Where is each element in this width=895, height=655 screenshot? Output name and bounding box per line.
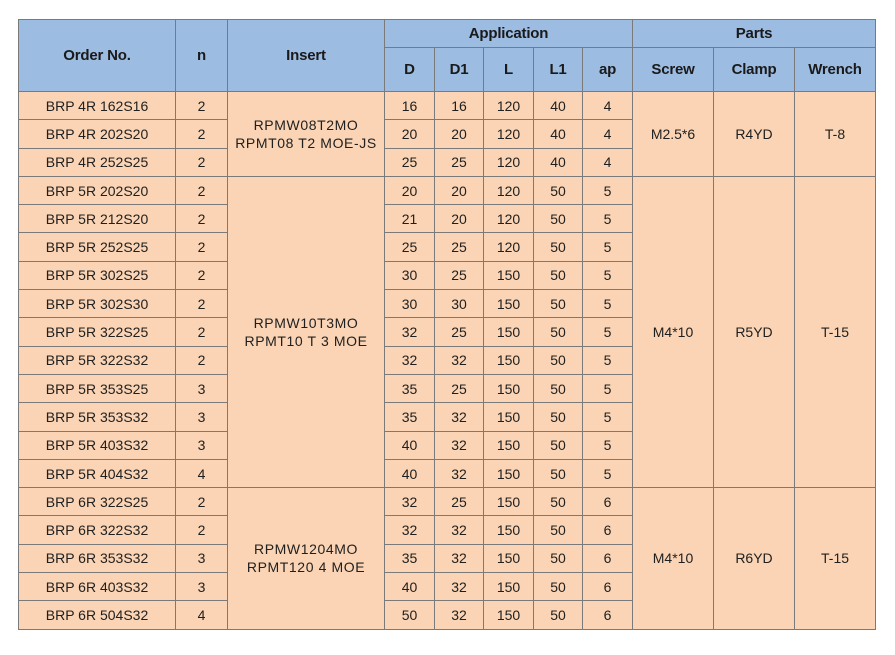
d-cell: 30 <box>385 290 435 318</box>
ap-cell: 5 <box>583 233 633 261</box>
insert-code: RPMT08 T2 MOE-JS <box>235 134 377 151</box>
order-no-cell: BRP 5R 252S25 <box>19 233 176 261</box>
d-cell: 20 <box>385 176 435 204</box>
d-cell: 35 <box>385 544 435 572</box>
clamp-cell: R5YD <box>714 176 795 487</box>
order-no-cell: BRP 6R 353S32 <box>19 544 176 572</box>
l-cell: 120 <box>484 148 534 176</box>
d1-cell: 32 <box>435 346 484 374</box>
l1-cell: 50 <box>534 233 583 261</box>
insert-code: RPMT120 4 MOE <box>246 559 366 576</box>
d1-cell: 32 <box>435 601 484 629</box>
order-no-cell: BRP 6R 403S32 <box>19 573 176 601</box>
l1-cell: 50 <box>534 488 583 516</box>
l-cell: 150 <box>484 544 534 572</box>
l-cell: 150 <box>484 374 534 402</box>
d1-cell: 20 <box>435 205 484 233</box>
ap-cell: 4 <box>583 148 633 176</box>
d1-cell: 20 <box>435 120 484 148</box>
l1-cell: 40 <box>534 120 583 148</box>
l1-cell: 50 <box>534 176 583 204</box>
screw-cell: M2.5*6 <box>633 92 714 177</box>
col-insert: Insert <box>228 20 385 92</box>
n-cell: 2 <box>176 120 228 148</box>
l-cell: 150 <box>484 290 534 318</box>
d1-cell: 32 <box>435 403 484 431</box>
l1-cell: 50 <box>534 431 583 459</box>
ap-cell: 5 <box>583 176 633 204</box>
l1-cell: 50 <box>534 459 583 487</box>
d1-cell: 20 <box>435 176 484 204</box>
table-body <box>19 92 876 630</box>
order-no-cell: BRP 5R 202S20 <box>19 176 176 204</box>
d-cell: 16 <box>385 92 435 120</box>
l-cell: 120 <box>484 92 534 120</box>
order-no-cell: BRP 5R 403S32 <box>19 431 176 459</box>
clamp-cell: R4YD <box>714 92 795 177</box>
order-no-cell: BRP 4R 252S25 <box>19 148 176 176</box>
ap-cell: 5 <box>583 374 633 402</box>
order-no-cell: BRP 6R 504S32 <box>19 601 176 629</box>
order-no-cell: BRP 5R 322S25 <box>19 318 176 346</box>
d-cell: 32 <box>385 346 435 374</box>
n-cell: 2 <box>176 346 228 374</box>
screw-cell: M4*10 <box>633 176 714 487</box>
d-cell: 25 <box>385 148 435 176</box>
l1-cell: 40 <box>534 92 583 120</box>
n-cell: 2 <box>176 92 228 120</box>
l1-cell: 50 <box>534 261 583 289</box>
d1-cell: 32 <box>435 544 484 572</box>
n-cell: 2 <box>176 205 228 233</box>
insert-code: RPMW10T3MO <box>253 315 359 332</box>
table-row <box>19 176 876 204</box>
order-no-cell: BRP 5R 212S20 <box>19 205 176 233</box>
d1-cell: 32 <box>435 516 484 544</box>
d-cell: 32 <box>385 488 435 516</box>
col-d1: D1 <box>435 48 484 92</box>
d-cell: 35 <box>385 403 435 431</box>
order-no-cell: BRP 4R 202S20 <box>19 120 176 148</box>
n-cell: 3 <box>176 403 228 431</box>
l1-cell: 40 <box>534 148 583 176</box>
table-row <box>19 92 876 120</box>
order-no-cell: BRP 6R 322S32 <box>19 516 176 544</box>
ap-cell: 6 <box>583 516 633 544</box>
order-no-cell: BRP 6R 322S25 <box>19 488 176 516</box>
d1-cell: 25 <box>435 261 484 289</box>
d-cell: 32 <box>385 516 435 544</box>
ap-cell: 4 <box>583 120 633 148</box>
d-cell: 40 <box>385 459 435 487</box>
d1-cell: 25 <box>435 148 484 176</box>
spec-table <box>18 19 876 630</box>
ap-cell: 5 <box>583 431 633 459</box>
l-cell: 150 <box>484 318 534 346</box>
wrench-cell: T-15 <box>795 176 876 487</box>
clamp-cell: R6YD <box>714 488 795 629</box>
d-cell: 30 <box>385 261 435 289</box>
l1-cell: 50 <box>534 205 583 233</box>
table-header <box>19 20 876 92</box>
l1-cell: 50 <box>534 516 583 544</box>
col-n: n <box>176 20 228 92</box>
ap-cell: 6 <box>583 544 633 572</box>
ap-cell: 5 <box>583 403 633 431</box>
order-no-cell: BRP 5R 302S30 <box>19 290 176 318</box>
insert-cell <box>228 176 385 487</box>
insert-cell <box>228 92 385 177</box>
d1-cell: 30 <box>435 290 484 318</box>
ap-cell: 5 <box>583 290 633 318</box>
d-cell: 35 <box>385 374 435 402</box>
ap-cell: 5 <box>583 318 633 346</box>
col-d: D <box>385 48 435 92</box>
insert-cell <box>228 488 385 629</box>
l-cell: 150 <box>484 403 534 431</box>
d-cell: 40 <box>385 573 435 601</box>
n-cell: 4 <box>176 459 228 487</box>
ap-cell: 5 <box>583 205 633 233</box>
l1-cell: 50 <box>534 290 583 318</box>
l-cell: 120 <box>484 205 534 233</box>
col-wrench: Wrench <box>795 48 876 92</box>
d1-cell: 25 <box>435 233 484 261</box>
n-cell: 2 <box>176 516 228 544</box>
l-cell: 150 <box>484 431 534 459</box>
l-cell: 150 <box>484 346 534 374</box>
d-cell: 21 <box>385 205 435 233</box>
d1-cell: 25 <box>435 374 484 402</box>
l1-cell: 50 <box>534 544 583 572</box>
l-cell: 120 <box>484 233 534 261</box>
ap-cell: 6 <box>583 573 633 601</box>
n-cell: 2 <box>176 233 228 261</box>
n-cell: 3 <box>176 431 228 459</box>
n-cell: 2 <box>176 148 228 176</box>
wrench-cell: T-8 <box>795 92 876 177</box>
l-cell: 120 <box>484 120 534 148</box>
d1-cell: 32 <box>435 459 484 487</box>
l1-cell: 50 <box>534 346 583 374</box>
ap-cell: 6 <box>583 601 633 629</box>
col-screw: Screw <box>633 48 714 92</box>
d1-cell: 32 <box>435 431 484 459</box>
ap-cell: 5 <box>583 261 633 289</box>
insert-code: RPMT10 T 3 MOE <box>244 333 368 350</box>
l-cell: 150 <box>484 261 534 289</box>
ap-cell: 4 <box>583 92 633 120</box>
wrench-cell: T-15 <box>795 488 876 629</box>
d-cell: 20 <box>385 120 435 148</box>
l-cell: 150 <box>484 516 534 544</box>
l1-cell: 50 <box>534 573 583 601</box>
col-order-no: Order No. <box>19 20 176 92</box>
group-application: Application <box>385 20 633 48</box>
ap-cell: 5 <box>583 346 633 374</box>
order-no-cell: BRP 4R 162S16 <box>19 92 176 120</box>
d1-cell: 16 <box>435 92 484 120</box>
table-row <box>19 488 876 516</box>
n-cell: 3 <box>176 374 228 402</box>
l1-cell: 50 <box>534 601 583 629</box>
l-cell: 150 <box>484 601 534 629</box>
d-cell: 40 <box>385 431 435 459</box>
l-cell: 150 <box>484 573 534 601</box>
ap-cell: 5 <box>583 459 633 487</box>
insert-code: RPMW1204MO <box>253 541 359 558</box>
n-cell: 4 <box>176 601 228 629</box>
ap-cell: 6 <box>583 488 633 516</box>
d1-cell: 32 <box>435 573 484 601</box>
l-cell: 120 <box>484 176 534 204</box>
order-no-cell: BRP 5R 322S32 <box>19 346 176 374</box>
n-cell: 3 <box>176 573 228 601</box>
screw-cell: M4*10 <box>633 488 714 629</box>
n-cell: 2 <box>176 261 228 289</box>
l1-cell: 50 <box>534 403 583 431</box>
l1-cell: 50 <box>534 318 583 346</box>
col-clamp: Clamp <box>714 48 795 92</box>
l-cell: 150 <box>484 459 534 487</box>
l-cell: 150 <box>484 488 534 516</box>
n-cell: 2 <box>176 176 228 204</box>
order-no-cell: BRP 5R 353S32 <box>19 403 176 431</box>
n-cell: 2 <box>176 318 228 346</box>
n-cell: 2 <box>176 488 228 516</box>
d-cell: 50 <box>385 601 435 629</box>
d-cell: 25 <box>385 233 435 261</box>
d1-cell: 25 <box>435 318 484 346</box>
order-no-cell: BRP 5R 404S32 <box>19 459 176 487</box>
col-l: L <box>484 48 534 92</box>
n-cell: 2 <box>176 290 228 318</box>
d1-cell: 25 <box>435 488 484 516</box>
col-ap: ap <box>583 48 633 92</box>
order-no-cell: BRP 5R 302S25 <box>19 261 176 289</box>
d-cell: 32 <box>385 318 435 346</box>
order-no-cell: BRP 5R 353S25 <box>19 374 176 402</box>
group-parts: Parts <box>633 20 876 48</box>
n-cell: 3 <box>176 544 228 572</box>
l1-cell: 50 <box>534 374 583 402</box>
insert-code: RPMW08T2MO <box>253 116 359 133</box>
col-l1: L1 <box>534 48 583 92</box>
